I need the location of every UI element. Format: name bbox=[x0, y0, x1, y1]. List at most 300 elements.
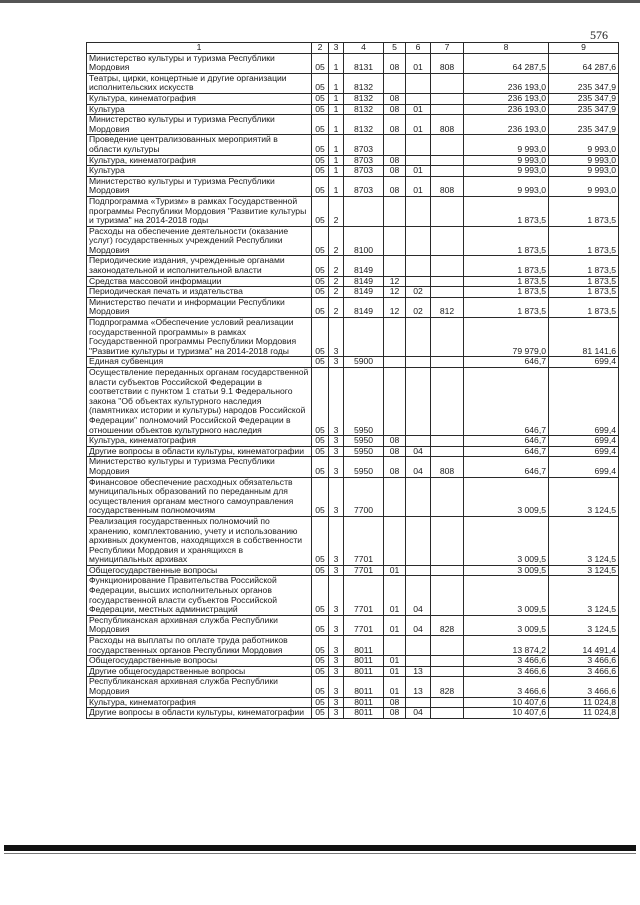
row-name-cell: Подпрограмма «Туризм» в рамках Государственной программы Республики Мордовия "Развитие культуры и туризма" на 2014-2018 годы bbox=[87, 196, 312, 226]
table-row bbox=[87, 677, 619, 697]
table-row bbox=[87, 318, 619, 357]
subdivision-code-cell: 01 bbox=[406, 53, 431, 73]
division-code-cell bbox=[384, 357, 406, 368]
table-row bbox=[87, 256, 619, 276]
ministry-code-cell bbox=[431, 368, 464, 436]
table-row bbox=[87, 155, 619, 166]
row-name-cell: Культура, кинематография bbox=[87, 155, 312, 166]
division-code-cell: 01 bbox=[384, 656, 406, 667]
budget-table bbox=[86, 42, 619, 719]
article-code-cell: 8703 bbox=[344, 176, 384, 196]
ministry-code-cell bbox=[431, 256, 464, 276]
ministry-code-cell bbox=[431, 318, 464, 357]
subprogram-code-cell: 2 bbox=[329, 297, 344, 317]
division-code-cell: 08 bbox=[384, 166, 406, 177]
division-code-cell bbox=[384, 636, 406, 656]
subdivision-code-cell: 04 bbox=[406, 708, 431, 719]
amount-year2-cell: 9 993,0 bbox=[549, 155, 619, 166]
subprogram-code-cell: 3 bbox=[329, 666, 344, 677]
row-name-cell: Единая субвенция bbox=[87, 357, 312, 368]
division-code-cell: 12 bbox=[384, 287, 406, 298]
subprogram-code-cell: 2 bbox=[329, 287, 344, 298]
amount-year2-cell: 3 466,6 bbox=[549, 656, 619, 667]
article-code-cell: 8149 bbox=[344, 256, 384, 276]
section-code-cell: 05 bbox=[312, 256, 329, 276]
row-name-cell: Республиканская архивная служба Республики Мордовия bbox=[87, 677, 312, 697]
ministry-code-cell: 828 bbox=[431, 615, 464, 635]
subprogram-code-cell: 3 bbox=[329, 677, 344, 697]
division-code-cell: 08 bbox=[384, 446, 406, 457]
row-name-cell: Расходы на выплаты по оплате труда работников государственных органов Республики Мордовия bbox=[87, 636, 312, 656]
amount-year1-cell: 1 873,5 bbox=[464, 256, 549, 276]
amount-year1-cell: 3 009,5 bbox=[464, 576, 549, 615]
ministry-code-cell bbox=[431, 73, 464, 93]
subdivision-code-cell bbox=[406, 565, 431, 576]
section-code-cell: 05 bbox=[312, 368, 329, 436]
section-code-cell: 05 bbox=[312, 166, 329, 177]
subprogram-code-cell: 2 bbox=[329, 256, 344, 276]
subprogram-code-cell: 3 bbox=[329, 708, 344, 719]
section-code-cell: 05 bbox=[312, 576, 329, 615]
ministry-code-cell bbox=[431, 656, 464, 667]
row-name-cell: Другие вопросы в области культуры, кинематографии bbox=[87, 708, 312, 719]
article-code-cell: 8011 bbox=[344, 656, 384, 667]
row-name-cell: Культура, кинематография bbox=[87, 697, 312, 708]
article-code-cell: 7701 bbox=[344, 576, 384, 615]
subdivision-code-cell: 01 bbox=[406, 166, 431, 177]
amount-year2-cell: 235 347,9 bbox=[549, 115, 619, 135]
section-code-cell: 05 bbox=[312, 196, 329, 226]
amount-year1-cell: 1 873,5 bbox=[464, 196, 549, 226]
header-cell: 8 bbox=[464, 43, 549, 54]
table-row bbox=[87, 457, 619, 477]
ministry-code-cell bbox=[431, 446, 464, 457]
amount-year1-cell: 3 009,5 bbox=[464, 477, 549, 516]
amount-year1-cell: 9 993,0 bbox=[464, 176, 549, 196]
ministry-code-cell bbox=[431, 276, 464, 287]
amount-year2-cell: 81 141,6 bbox=[549, 318, 619, 357]
table-row bbox=[87, 446, 619, 457]
article-code-cell: 8011 bbox=[344, 636, 384, 656]
header-cell: 7 bbox=[431, 43, 464, 54]
row-name-cell: Другие вопросы в области культуры, кинематографии bbox=[87, 446, 312, 457]
amount-year1-cell: 236 193,0 bbox=[464, 93, 549, 104]
amount-year2-cell: 699,4 bbox=[549, 446, 619, 457]
subdivision-code-cell bbox=[406, 135, 431, 155]
subprogram-code-cell: 3 bbox=[329, 576, 344, 615]
article-code-cell: 5950 bbox=[344, 436, 384, 447]
ministry-code-cell: 828 bbox=[431, 677, 464, 697]
section-code-cell: 05 bbox=[312, 477, 329, 516]
bottom-edge-bar bbox=[4, 845, 636, 851]
article-code-cell: 5900 bbox=[344, 357, 384, 368]
row-name-cell: Периодические издания, учрежденные органами законодательной и исполнительной власти bbox=[87, 256, 312, 276]
amount-year2-cell: 699,4 bbox=[549, 368, 619, 436]
subdivision-code-cell: 01 bbox=[406, 115, 431, 135]
subprogram-code-cell: 3 bbox=[329, 615, 344, 635]
ministry-code-cell: 808 bbox=[431, 115, 464, 135]
subdivision-code-cell bbox=[406, 73, 431, 93]
article-code-cell: 7700 bbox=[344, 477, 384, 516]
ministry-code-cell bbox=[431, 135, 464, 155]
table-row bbox=[87, 93, 619, 104]
table-row bbox=[87, 104, 619, 115]
subprogram-code-cell: 3 bbox=[329, 477, 344, 516]
table-row bbox=[87, 708, 619, 719]
ministry-code-cell bbox=[431, 666, 464, 677]
division-code-cell: 01 bbox=[384, 565, 406, 576]
amount-year1-cell: 646,7 bbox=[464, 357, 549, 368]
division-code-cell: 08 bbox=[384, 436, 406, 447]
article-code-cell: 8011 bbox=[344, 666, 384, 677]
amount-year2-cell: 699,4 bbox=[549, 436, 619, 447]
article-code-cell: 5950 bbox=[344, 446, 384, 457]
subprogram-code-cell: 3 bbox=[329, 436, 344, 447]
subprogram-code-cell: 1 bbox=[329, 115, 344, 135]
row-name-cell: Министерство культуры и туризма Республики Мордовия bbox=[87, 115, 312, 135]
table-row bbox=[87, 357, 619, 368]
subprogram-code-cell: 1 bbox=[329, 135, 344, 155]
section-code-cell: 05 bbox=[312, 666, 329, 677]
bottom-edge-line bbox=[4, 853, 636, 854]
amount-year2-cell: 11 024,8 bbox=[549, 708, 619, 719]
row-name-cell: Общегосударственные вопросы bbox=[87, 565, 312, 576]
ministry-code-cell bbox=[431, 708, 464, 719]
amount-year1-cell: 9 993,0 bbox=[464, 135, 549, 155]
amount-year2-cell: 1 873,5 bbox=[549, 276, 619, 287]
division-code-cell: 08 bbox=[384, 457, 406, 477]
subprogram-code-cell: 3 bbox=[329, 516, 344, 565]
ministry-code-cell bbox=[431, 697, 464, 708]
division-code-cell: 08 bbox=[384, 697, 406, 708]
ministry-code-cell bbox=[431, 477, 464, 516]
subdivision-code-cell bbox=[406, 697, 431, 708]
subprogram-code-cell: 2 bbox=[329, 226, 344, 256]
row-name-cell: Министерство культуры и туризма Республики Мордовия bbox=[87, 53, 312, 73]
ministry-code-cell: 808 bbox=[431, 53, 464, 73]
row-name-cell: Культура bbox=[87, 166, 312, 177]
article-code-cell: 8149 bbox=[344, 297, 384, 317]
row-name-cell: Периодическая печать и издательства bbox=[87, 287, 312, 298]
amount-year2-cell: 3 124,5 bbox=[549, 516, 619, 565]
row-name-cell: Театры, цирки, концертные и другие организации исполнительских искусств bbox=[87, 73, 312, 93]
subdivision-code-cell bbox=[406, 368, 431, 436]
article-code-cell: 8132 bbox=[344, 104, 384, 115]
row-name-cell: Культура, кинематография bbox=[87, 93, 312, 104]
amount-year2-cell: 1 873,5 bbox=[549, 297, 619, 317]
ministry-code-cell bbox=[431, 357, 464, 368]
subprogram-code-cell: 3 bbox=[329, 357, 344, 368]
section-code-cell: 05 bbox=[312, 457, 329, 477]
amount-year1-cell: 236 193,0 bbox=[464, 115, 549, 135]
ministry-code-cell bbox=[431, 516, 464, 565]
subdivision-code-cell: 02 bbox=[406, 287, 431, 298]
article-code-cell: 8132 bbox=[344, 93, 384, 104]
amount-year1-cell: 1 873,5 bbox=[464, 276, 549, 287]
amount-year1-cell: 236 193,0 bbox=[464, 73, 549, 93]
subprogram-code-cell: 1 bbox=[329, 176, 344, 196]
ministry-code-cell bbox=[431, 104, 464, 115]
amount-year2-cell: 3 124,5 bbox=[549, 615, 619, 635]
division-code-cell bbox=[384, 256, 406, 276]
amount-year2-cell: 3 466,6 bbox=[549, 677, 619, 697]
ministry-code-cell: 812 bbox=[431, 297, 464, 317]
section-code-cell: 05 bbox=[312, 93, 329, 104]
subdivision-code-cell: 13 bbox=[406, 666, 431, 677]
row-name-cell: Функционирование Правительства Российской Федерации, высших исполнительных органов государственной власти субъектов Российской Федерации, местных администраций bbox=[87, 576, 312, 615]
table-row bbox=[87, 656, 619, 667]
ministry-code-cell: 808 bbox=[431, 176, 464, 196]
row-name-cell: Культура, кинематография bbox=[87, 436, 312, 447]
subprogram-code-cell: 3 bbox=[329, 565, 344, 576]
article-code-cell: 8703 bbox=[344, 166, 384, 177]
article-code-cell: 7701 bbox=[344, 516, 384, 565]
ministry-code-cell bbox=[431, 636, 464, 656]
division-code-cell: 08 bbox=[384, 93, 406, 104]
table-row bbox=[87, 166, 619, 177]
table-row bbox=[87, 287, 619, 298]
amount-year2-cell: 235 347,9 bbox=[549, 104, 619, 115]
article-code-cell: 8011 bbox=[344, 708, 384, 719]
amount-year1-cell: 3 466,6 bbox=[464, 666, 549, 677]
section-code-cell: 05 bbox=[312, 297, 329, 317]
row-name-cell: Министерство культуры и туризма Республики Мордовия bbox=[87, 176, 312, 196]
article-code-cell bbox=[344, 318, 384, 357]
division-code-cell bbox=[384, 73, 406, 93]
subdivision-code-cell: 01 bbox=[406, 176, 431, 196]
division-code-cell: 01 bbox=[384, 615, 406, 635]
amount-year1-cell: 79 979,0 bbox=[464, 318, 549, 357]
division-code-cell: 08 bbox=[384, 155, 406, 166]
subdivision-code-cell bbox=[406, 318, 431, 357]
division-code-cell: 01 bbox=[384, 677, 406, 697]
article-code-cell: 7701 bbox=[344, 565, 384, 576]
subprogram-code-cell: 1 bbox=[329, 93, 344, 104]
subdivision-code-cell: 04 bbox=[406, 615, 431, 635]
subdivision-code-cell: 04 bbox=[406, 457, 431, 477]
section-code-cell: 05 bbox=[312, 104, 329, 115]
amount-year1-cell: 13 874,2 bbox=[464, 636, 549, 656]
subprogram-code-cell: 2 bbox=[329, 196, 344, 226]
amount-year1-cell: 10 407,6 bbox=[464, 697, 549, 708]
amount-year1-cell: 3 009,5 bbox=[464, 565, 549, 576]
table-row bbox=[87, 576, 619, 615]
subdivision-code-cell: 13 bbox=[406, 677, 431, 697]
article-code-cell: 8011 bbox=[344, 677, 384, 697]
section-code-cell: 05 bbox=[312, 357, 329, 368]
subdivision-code-cell: 04 bbox=[406, 576, 431, 615]
subprogram-code-cell: 1 bbox=[329, 73, 344, 93]
section-code-cell: 05 bbox=[312, 446, 329, 457]
table-row bbox=[87, 666, 619, 677]
subprogram-code-cell: 1 bbox=[329, 104, 344, 115]
amount-year1-cell: 646,7 bbox=[464, 368, 549, 436]
amount-year1-cell: 9 993,0 bbox=[464, 166, 549, 177]
section-code-cell: 05 bbox=[312, 73, 329, 93]
division-code-cell bbox=[384, 318, 406, 357]
article-code-cell: 8131 bbox=[344, 53, 384, 73]
article-code-cell: 8703 bbox=[344, 155, 384, 166]
amount-year2-cell: 3 124,5 bbox=[549, 576, 619, 615]
table-row bbox=[87, 436, 619, 447]
header-cell: 3 bbox=[329, 43, 344, 54]
ministry-code-cell bbox=[431, 93, 464, 104]
amount-year2-cell: 235 347,9 bbox=[549, 73, 619, 93]
ministry-code-cell bbox=[431, 576, 464, 615]
amount-year2-cell: 64 287,6 bbox=[549, 53, 619, 73]
amount-year1-cell: 1 873,5 bbox=[464, 287, 549, 298]
amount-year2-cell: 9 993,0 bbox=[549, 135, 619, 155]
subdivision-code-cell bbox=[406, 276, 431, 287]
table-header bbox=[87, 43, 619, 54]
table-row bbox=[87, 53, 619, 73]
division-code-cell: 08 bbox=[384, 53, 406, 73]
ministry-code-cell bbox=[431, 166, 464, 177]
subprogram-code-cell: 1 bbox=[329, 53, 344, 73]
article-code-cell: 8011 bbox=[344, 697, 384, 708]
amount-year2-cell: 1 873,5 bbox=[549, 287, 619, 298]
subdivision-code-cell bbox=[406, 93, 431, 104]
section-code-cell: 05 bbox=[312, 565, 329, 576]
subdivision-code-cell bbox=[406, 196, 431, 226]
row-name-cell: Республиканская архивная служба Республики Мордовия bbox=[87, 615, 312, 635]
subprogram-code-cell: 3 bbox=[329, 656, 344, 667]
division-code-cell: 01 bbox=[384, 576, 406, 615]
article-code-cell: 5950 bbox=[344, 457, 384, 477]
amount-year2-cell: 9 993,0 bbox=[549, 176, 619, 196]
subprogram-code-cell: 1 bbox=[329, 155, 344, 166]
subprogram-code-cell: 2 bbox=[329, 276, 344, 287]
table-row bbox=[87, 615, 619, 635]
article-code-cell: 8149 bbox=[344, 287, 384, 298]
amount-year2-cell: 3 466,6 bbox=[549, 666, 619, 677]
row-name-cell: Другие общегосударственные вопросы bbox=[87, 666, 312, 677]
table-row bbox=[87, 276, 619, 287]
subdivision-code-cell bbox=[406, 636, 431, 656]
subdivision-code-cell bbox=[406, 477, 431, 516]
division-code-cell bbox=[384, 196, 406, 226]
header-cell: 9 bbox=[549, 43, 619, 54]
section-code-cell: 05 bbox=[312, 155, 329, 166]
division-code-cell bbox=[384, 477, 406, 516]
ministry-code-cell bbox=[431, 155, 464, 166]
amount-year2-cell: 1 873,5 bbox=[549, 256, 619, 276]
article-code-cell: 8149 bbox=[344, 276, 384, 287]
amount-year2-cell: 699,4 bbox=[549, 457, 619, 477]
row-name-cell: Общегосударственные вопросы bbox=[87, 656, 312, 667]
header-cell: 1 bbox=[87, 43, 312, 54]
row-name-cell: Реализация государственных полномочий по хранению, комплектованию, учету и использованию архивных документов, находящихся в собственности Республики Мордовия и хранящихся в муниципальных архивах bbox=[87, 516, 312, 565]
row-name-cell: Расходы на обеспечение деятельности (оказание услуг) государственных учреждений Республики Мордовия bbox=[87, 226, 312, 256]
section-code-cell: 05 bbox=[312, 708, 329, 719]
amount-year2-cell: 1 873,5 bbox=[549, 196, 619, 226]
section-code-cell: 05 bbox=[312, 636, 329, 656]
amount-year1-cell: 9 993,0 bbox=[464, 155, 549, 166]
table-row bbox=[87, 73, 619, 93]
ministry-code-cell bbox=[431, 196, 464, 226]
table-row bbox=[87, 636, 619, 656]
division-code-cell: 08 bbox=[384, 115, 406, 135]
amount-year1-cell: 1 873,5 bbox=[464, 297, 549, 317]
table-row bbox=[87, 477, 619, 516]
amount-year1-cell: 646,7 bbox=[464, 436, 549, 447]
section-code-cell: 05 bbox=[312, 516, 329, 565]
subprogram-code-cell: 3 bbox=[329, 446, 344, 457]
ministry-code-cell: 808 bbox=[431, 457, 464, 477]
top-edge-line bbox=[0, 0, 640, 3]
section-code-cell: 05 bbox=[312, 697, 329, 708]
row-name-cell: Культура bbox=[87, 104, 312, 115]
division-code-cell bbox=[384, 516, 406, 565]
subprogram-code-cell: 1 bbox=[329, 166, 344, 177]
amount-year2-cell: 14 491,4 bbox=[549, 636, 619, 656]
ministry-code-cell bbox=[431, 565, 464, 576]
table-row bbox=[87, 196, 619, 226]
row-name-cell: Финансовое обеспечение расходных обязательств муниципальных образований по переданным для осуществления органам местного самоуправления государственным полномочиям bbox=[87, 477, 312, 516]
section-code-cell: 05 bbox=[312, 615, 329, 635]
header-cell: 4 bbox=[344, 43, 384, 54]
section-code-cell: 05 bbox=[312, 53, 329, 73]
amount-year1-cell: 236 193,0 bbox=[464, 104, 549, 115]
amount-year1-cell: 64 287,5 bbox=[464, 53, 549, 73]
page-number: 576 bbox=[590, 28, 608, 42]
article-code-cell: 8132 bbox=[344, 115, 384, 135]
division-code-cell bbox=[384, 368, 406, 436]
article-code-cell: 8703 bbox=[344, 135, 384, 155]
subprogram-code-cell: 3 bbox=[329, 318, 344, 357]
subdivision-code-cell: 04 bbox=[406, 446, 431, 457]
subdivision-code-cell: 02 bbox=[406, 297, 431, 317]
header-cell: 5 bbox=[384, 43, 406, 54]
table-row bbox=[87, 516, 619, 565]
header-row bbox=[87, 43, 619, 54]
subdivision-code-cell bbox=[406, 226, 431, 256]
amount-year1-cell: 646,7 bbox=[464, 457, 549, 477]
amount-year1-cell: 3 009,5 bbox=[464, 516, 549, 565]
division-code-cell: 12 bbox=[384, 276, 406, 287]
section-code-cell: 05 bbox=[312, 226, 329, 256]
section-code-cell: 05 bbox=[312, 176, 329, 196]
amount-year2-cell: 11 024,8 bbox=[549, 697, 619, 708]
amount-year1-cell: 10 407,6 bbox=[464, 708, 549, 719]
table-row bbox=[87, 115, 619, 135]
table-row bbox=[87, 135, 619, 155]
amount-year2-cell: 1 873,5 bbox=[549, 226, 619, 256]
row-name-cell: Министерство культуры и туризма Республики Мордовия bbox=[87, 457, 312, 477]
section-code-cell: 05 bbox=[312, 656, 329, 667]
article-code-cell: 5950 bbox=[344, 368, 384, 436]
section-code-cell: 05 bbox=[312, 677, 329, 697]
amount-year1-cell: 3 009,5 bbox=[464, 615, 549, 635]
section-code-cell: 05 bbox=[312, 276, 329, 287]
subdivision-code-cell: 01 bbox=[406, 104, 431, 115]
ministry-code-cell bbox=[431, 226, 464, 256]
amount-year1-cell: 1 873,5 bbox=[464, 226, 549, 256]
subprogram-code-cell: 3 bbox=[329, 457, 344, 477]
header-cell: 6 bbox=[406, 43, 431, 54]
amount-year1-cell: 646,7 bbox=[464, 446, 549, 457]
table-row bbox=[87, 297, 619, 317]
ministry-code-cell bbox=[431, 436, 464, 447]
subdivision-code-cell bbox=[406, 656, 431, 667]
subprogram-code-cell: 3 bbox=[329, 697, 344, 708]
subdivision-code-cell bbox=[406, 155, 431, 166]
subdivision-code-cell bbox=[406, 256, 431, 276]
row-name-cell: Осуществление переданных органам государственной власти субъектов Российской Федерации в соответствии с пунктом 1 статьи 9.1 Федерального закона "Об объектах культурного наследия (памятниках истории и культуры) народов Российской Федерации" полномочий Российской Федерации в отношении объектов культурного наследия bbox=[87, 368, 312, 436]
row-name-cell: Проведение централизованных мероприятий в области культуры bbox=[87, 135, 312, 155]
header-cell: 2 bbox=[312, 43, 329, 54]
amount-year1-cell: 3 466,6 bbox=[464, 656, 549, 667]
